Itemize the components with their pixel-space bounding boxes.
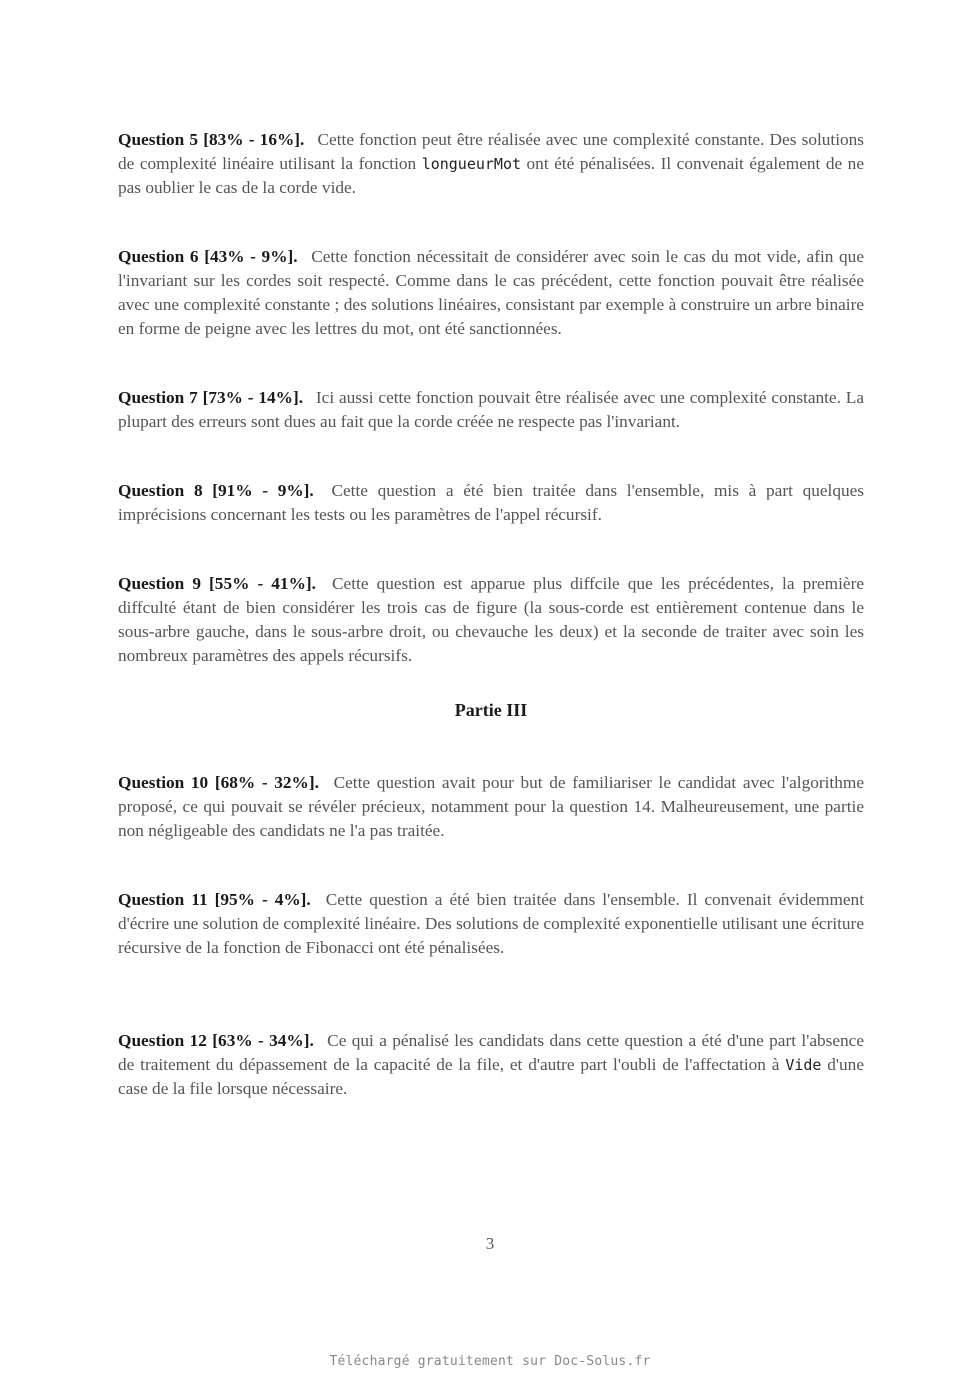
question-5 <box>118 128 864 200</box>
footer-download-notice: Téléchargé gratuitement sur Doc-Solus.fr <box>329 1354 651 1369</box>
question-text: Cette question avait pour but de familiariser le candidat avec l'algorithme proposé, ce qui pouvait se révéler précieux, notamment pour la question 14. Malheureusement, une partie non négligeable des candidats ne l'a pas traitée. <box>118 773 864 840</box>
question-heading: Question 12 [63% - 34%]. <box>118 1031 314 1050</box>
question-heading: Question 8 [91% - 9%]. <box>118 481 314 500</box>
question-heading: Question 5 [83% - 16%]. <box>118 130 305 149</box>
question-6 <box>118 245 864 341</box>
question-text: Ici aussi cette fonction pouvait être réalisée avec une complexité constante. La plupart des erreurs sont dues au fait que la corde créée ne respecte pas l'invariant. <box>118 388 865 431</box>
code-term: longueurMot <box>421 155 522 173</box>
page-content <box>118 128 864 1101</box>
code-term: Vide <box>785 1056 822 1074</box>
question-heading: Question 7 [73% - 14%]. <box>118 388 304 407</box>
question-text: Cette fonction nécessitait de considérer avec soin le cas du mot vide, afin que l'invariant sur les cordes soit respecté. Comme dans le cas précédent, cette fonction pouvait être réalisée avec une complexité constante ; des solutions linéaires, consistant par exemple à construire un arbre binaire en forme de peigne avec les lettres du mot, ont été sanctionnées. <box>118 247 864 338</box>
question-heading: Question 10 [68% - 32%]. <box>118 773 319 792</box>
question-heading: Question 9 [55% - 41%]. <box>118 574 316 593</box>
question-text: Ce qui a pénalisé les candidats dans cette question a été d'une part l'absence de traitement du dépassement de la capacité de la file, et d'autre part l'oubli de l'affectation à <box>118 1031 865 1074</box>
section-title: Partie III <box>454 700 528 720</box>
question-10 <box>118 771 864 843</box>
question-9 <box>118 572 864 668</box>
page-number: 3 <box>485 1234 495 1253</box>
question-11 <box>118 888 864 960</box>
question-heading: Question 6 [43% - 9%]. <box>118 247 298 266</box>
question-text: ont été pénalisées. Il convenait également de ne pas oublier le cas de la corde vide. <box>118 154 864 197</box>
question-8 <box>118 479 864 527</box>
question-text: Cette question est apparue plus diffcile que les précédentes, la première diffculté étant de bien considérer les trois cas de figure (la sous-corde est entièrement contenue dans le sous-arbre gauche, dans le sous-arbre droit, ou chevauche les deux) et la seconde de traiter avec soin les nombreux paramètres des appels récursifs. <box>118 574 865 665</box>
question-heading: Question 11 [95% - 4%]. <box>118 890 311 909</box>
question-text: Cette fonction peut être réalisée avec une complexité constante. Des solutions de complexité linéaire utilisant la fonction <box>118 130 865 173</box>
question-text: d'une case de la file lorsque nécessaire. <box>118 1055 864 1098</box>
question-7 <box>118 386 864 434</box>
question-text: Cette question a été bien traitée dans l'ensemble. Il convenait évidemment d'écrire une solution de complexité linéaire. Des solutions de complexité exponentielle utilisant une écriture récursive de la fonction de Fibonacci ont été pénalisées. <box>118 890 864 957</box>
question-12 <box>118 1029 864 1101</box>
question-text: Cette question a été bien traitée dans l'ensemble, mis à part quelques imprécisions concernant les tests ou les paramètres de l'appel récursif. <box>118 481 864 524</box>
